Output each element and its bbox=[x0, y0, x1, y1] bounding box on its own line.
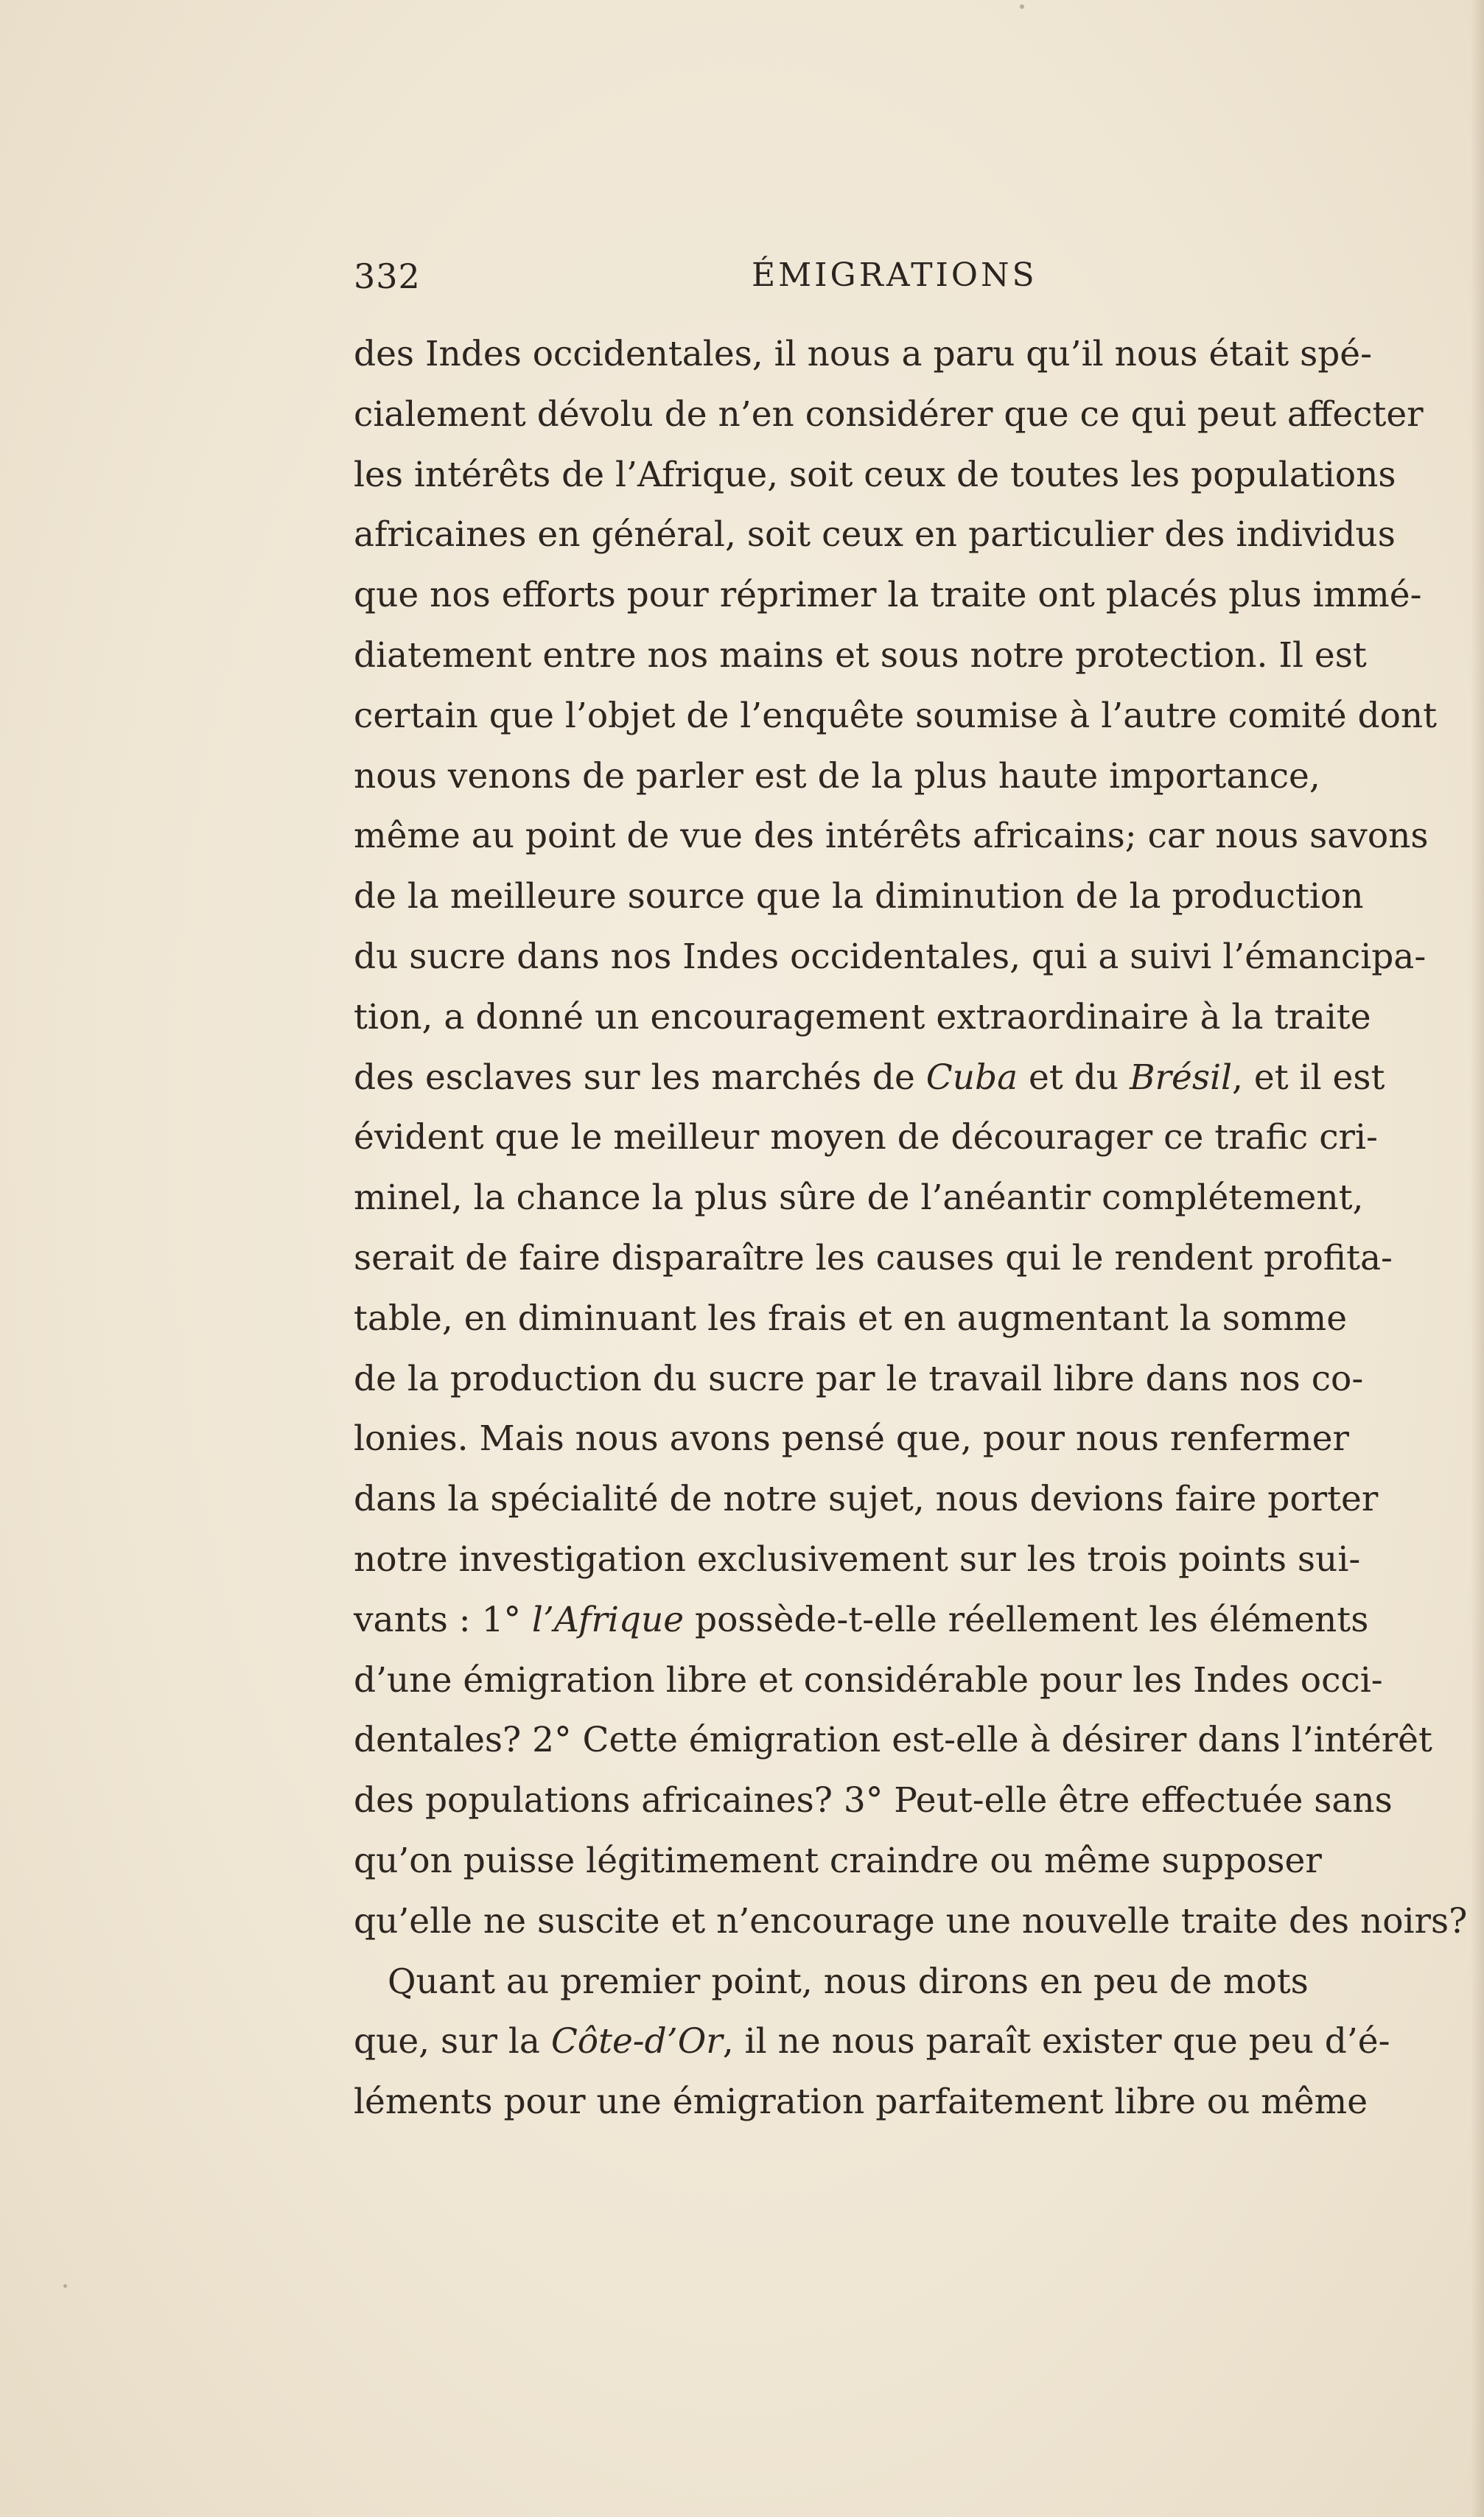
text-segment: léments pour une émigration parfaitement libre ou même bbox=[354, 2082, 1368, 2123]
text-line bbox=[354, 505, 1452, 565]
italic-text: Brésil bbox=[1130, 1057, 1233, 1098]
text-segment: diatement entre nos mains et sous notre protection. Il est bbox=[354, 634, 1367, 676]
body-text bbox=[354, 324, 1468, 2132]
text-segment: , et il est bbox=[1232, 1057, 1385, 1098]
text-segment: d’une émigration libre et considérable pour les Indes occi- bbox=[354, 1659, 1383, 1701]
page-edge-shadow bbox=[1471, 0, 1484, 2517]
text-segment: possède-t-elle réellement les éléments bbox=[684, 1599, 1369, 1640]
text-line bbox=[354, 1048, 1452, 1108]
text-segment: Quant au premier point, nous dirons en peu de mots bbox=[388, 1961, 1309, 2002]
text-segment: nous venons de parler est de la plus haute importance, bbox=[354, 755, 1320, 797]
text-segment: même au point de vue des intérêts africains; car nous savons bbox=[354, 816, 1429, 857]
text-line bbox=[354, 927, 1452, 987]
text-segment: dans la spécialité de notre sujet, nous devions faire porter bbox=[354, 1479, 1379, 1520]
text-segment: cialement dévolu de n’en considérer que ce qui peut affecter bbox=[354, 393, 1424, 435]
italic-text: Cuba bbox=[925, 1057, 1018, 1098]
text-line bbox=[354, 1409, 1452, 1469]
text-line bbox=[354, 2072, 1452, 2132]
text-line bbox=[354, 987, 1452, 1048]
text-segment: lonies. Mais nous avons pensé que, pour nous renfermer bbox=[354, 1418, 1349, 1460]
text-segment: qu’elle ne suscite et n’encourage une nouvelle traite des noirs? bbox=[354, 1900, 1468, 1942]
text-line bbox=[354, 746, 1452, 807]
text-segment: dentales? 2° Cette émigration est-elle à désirer dans l’intérêt bbox=[354, 1720, 1432, 1761]
text-line bbox=[354, 1590, 1452, 1650]
text-segment: évident que le meilleur moyen de décourager ce trafic cri- bbox=[354, 1117, 1378, 1158]
text-line bbox=[354, 1891, 1468, 1952]
text-segment: serait de faire disparaître les causes qui le rendent profita- bbox=[354, 1237, 1393, 1278]
italic-text: l’Afrique bbox=[531, 1599, 685, 1640]
running-head: ÉMIGRATIONS bbox=[752, 256, 1037, 294]
text-line bbox=[354, 867, 1452, 927]
text-line bbox=[354, 565, 1452, 626]
text-segment: du sucre dans nos Indes occidentales, qui a suivi l’émancipa- bbox=[354, 936, 1427, 977]
text-line bbox=[354, 806, 1452, 867]
text-segment: et du bbox=[1018, 1057, 1130, 1098]
text-segment: de la production du sucre par le travail libre dans nos co- bbox=[354, 1358, 1364, 1399]
italic-text: Côte-d’Or bbox=[550, 2021, 723, 2062]
text-segment: notre investigation exclusivement sur les trois points sui- bbox=[354, 1538, 1361, 1580]
text-segment: les intérêts de l’Afrique, soit ceux de toutes les populations bbox=[354, 454, 1396, 495]
paper-speck bbox=[1020, 4, 1024, 9]
page-number: 332 bbox=[354, 256, 421, 296]
text-segment: que, sur la bbox=[354, 2021, 551, 2062]
text-segment: vants : 1° bbox=[354, 1599, 532, 1640]
text-line bbox=[354, 626, 1452, 686]
text-segment: que nos efforts pour réprimer la traite ont placés plus immé- bbox=[354, 575, 1422, 616]
text-line bbox=[354, 1349, 1452, 1410]
text-line bbox=[354, 1771, 1452, 1831]
text-line bbox=[354, 385, 1452, 445]
text-line bbox=[354, 1952, 1452, 2012]
text-line bbox=[354, 1831, 1452, 1891]
text-segment: table, en diminuant les frais et en augmentant la somme bbox=[354, 1298, 1348, 1339]
text-segment: africaines en général, soit ceux en particulier des individus bbox=[354, 514, 1396, 556]
text-line bbox=[354, 324, 1452, 385]
text-segment: des populations africaines? 3° Peut-elle être effectuée sans bbox=[354, 1780, 1393, 1821]
text-line bbox=[354, 2012, 1452, 2072]
text-segment: des esclaves sur les marchés de bbox=[354, 1057, 926, 1098]
paper-speck bbox=[63, 2284, 67, 2288]
text-line bbox=[354, 1710, 1452, 1771]
text-line bbox=[354, 686, 1452, 746]
text-line bbox=[354, 1289, 1452, 1349]
text-line bbox=[354, 1469, 1452, 1530]
text-segment: de la meilleure source que la diminution de la production bbox=[354, 876, 1364, 917]
text-line bbox=[354, 1107, 1452, 1168]
text-segment: minel, la chance la plus sûre de l’anéantir complétement, bbox=[354, 1177, 1364, 1219]
page-header bbox=[354, 256, 1094, 301]
text-line bbox=[354, 445, 1452, 505]
text-segment: qu’on puisse légitimement craindre ou même supposer bbox=[354, 1840, 1322, 1881]
text-segment: , il ne nous paraît exister que peu d’é- bbox=[722, 2021, 1390, 2062]
text-segment: tion, a donné un encouragement extraordinaire à la traite bbox=[354, 996, 1371, 1037]
text-line bbox=[354, 1228, 1452, 1289]
text-segment: certain que l’objet de l’enquête soumise à l’autre comité dont bbox=[354, 695, 1438, 736]
text-line bbox=[354, 1650, 1452, 1711]
text-line bbox=[354, 1168, 1452, 1228]
text-segment: des Indes occidentales, il nous a paru qu’il nous était spé- bbox=[354, 334, 1372, 374]
text-line bbox=[354, 1530, 1452, 1590]
